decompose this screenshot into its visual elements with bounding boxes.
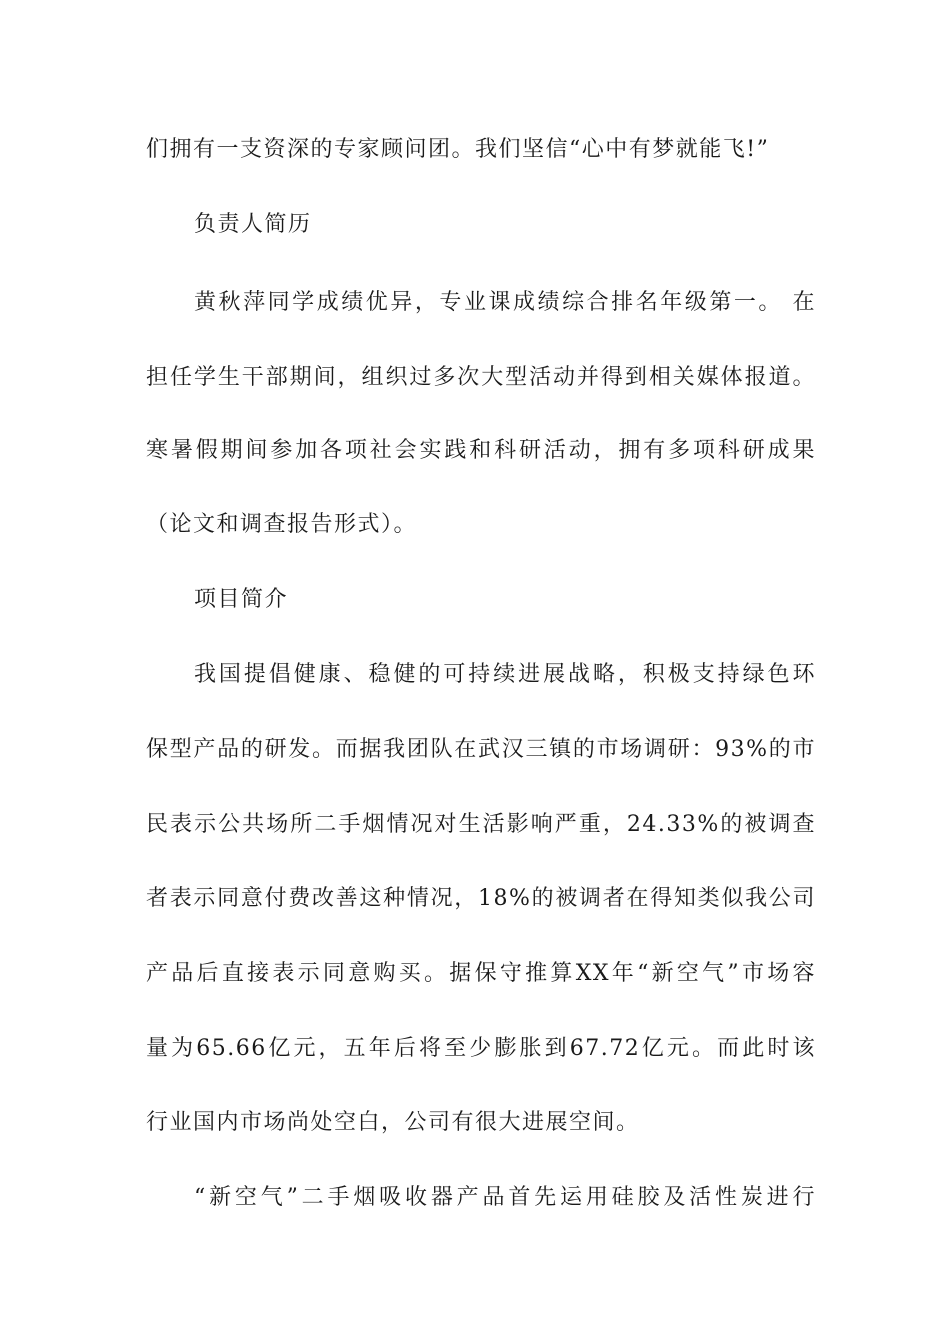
paragraph-line-12: 产品后直接表示同意购买。据保守推算XX年“新空气”市场容 (146, 961, 816, 986)
paragraph-line-6: （论文和调查报告形式）。 (146, 512, 418, 537)
paragraph-line-9: 保型产品的研发。而据我团队在武汉三镇的市场调研：93%的市 (146, 737, 816, 762)
section-heading-resume: 负责人简历 (194, 212, 312, 237)
paragraph-line-11: 者表示同意付费改善这种情况，18%的被调者在得知类似我公司 (146, 886, 816, 911)
paragraph-line-15: “新空气”二手烟吸收器产品首先运用硅胶及活性炭进行 (194, 1185, 816, 1210)
paragraph-line-3: 黄秋萍同学成绩优异，专业课成绩综合排名年级第一。 在 (194, 290, 816, 315)
section-heading-project: 项目简介 (194, 587, 289, 612)
paragraph-line-4: 担任学生干部期间，组织过多次大型活动并得到相关媒体报道。 (146, 365, 816, 390)
paragraph-line-8: 我国提倡健康、稳健的可持续进展战略，积极支持绿色环 (194, 662, 816, 687)
paragraph-line-10: 民表示公共场所二手烟情况对生活影响严重，24.33%的被调查 (146, 812, 816, 837)
paragraph-line-5: 寒暑假期间参加各项社会实践和科研活动，拥有多项科研成果 (146, 438, 816, 463)
paragraph-line-1: 们拥有一支资深的专家顾问团。我们坚信“心中有梦就能飞!” (146, 137, 770, 162)
paragraph-line-13: 量为65.66亿元，五年后将至少膨胀到67.72亿元。而此时该 (146, 1036, 816, 1061)
paragraph-line-14: 行业国内市场尚处空白，公司有很大进展空间。 (146, 1110, 640, 1135)
